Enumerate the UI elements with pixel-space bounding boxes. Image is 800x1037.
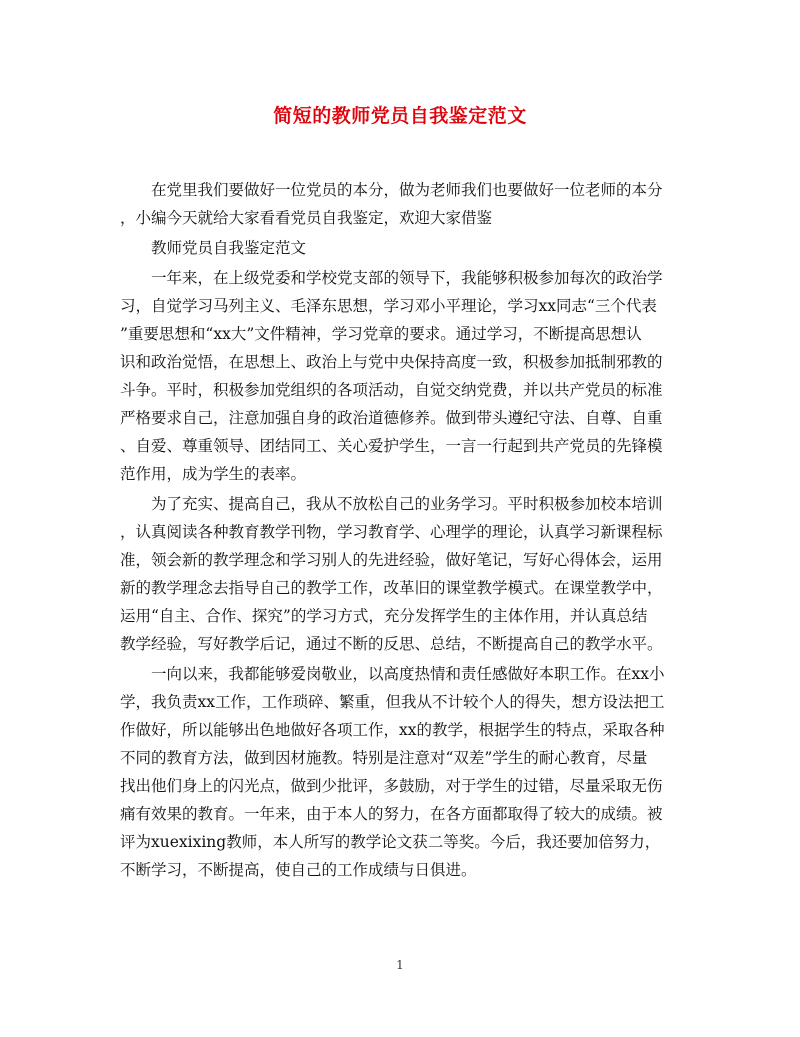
document-title: 简短的教师党员自我鉴定范文 bbox=[273, 105, 527, 127]
paragraph bbox=[120, 490, 680, 658]
text-line: 作做好，所以能够出色地做好各项工作，xx的教学，根据学生的特点，采取各种 bbox=[120, 721, 665, 739]
text-line: 不同的教育方法，做到因材施教。特别是注意对“双差”学生的耐心教育，尽量 bbox=[120, 749, 648, 767]
text-line: 教师党员自我鉴定范文 bbox=[151, 239, 307, 257]
text-line: 痛有效果的教育。一年来，由于本人的努力，在各方面都取得了较大的成绩。被 bbox=[120, 805, 663, 823]
paragraph bbox=[120, 264, 680, 488]
paragraph bbox=[120, 660, 680, 884]
text-line: 一年来，在上级党委和学校党支部的领导下，我能够积极参加每次的政治学 bbox=[151, 269, 663, 287]
text-line: 识和政治觉悟，在思想上、政治上与党中央保持高度一致，积极参加抵制邪教的 bbox=[120, 353, 663, 371]
text-line: 教学经验，写好教学后记，通过不断的反思、总结，不断提高自己的教学水平。 bbox=[120, 635, 663, 653]
text-line: 找出他们身上的闪光点，做到少批评，多鼓励，对于学生的过错，尽量采取无伤 bbox=[120, 777, 663, 795]
text-line: 运用“自主、合作、探究”的学习方式，充分发挥学生的主体作用，并认真总结 bbox=[120, 607, 648, 625]
text-line: 斗争。平时，积极参加党组织的各项活动，自觉交纳党费，并以共产党员的标准 bbox=[120, 381, 663, 399]
text-line: 新的教学理念去指导自己的教学工作，改革旧的课堂教学模式。在课堂教学中， bbox=[120, 579, 663, 597]
page-number: 1 bbox=[396, 958, 404, 972]
text-line: 学，我负责xx工作，工作琐碎、繁重，但我从不计较个人的得失，想方设法把工 bbox=[120, 693, 665, 711]
text-line: ，认真阅读各种教育教学刊物，学习教育学、心理学的理论，认真学习新课程标 bbox=[120, 523, 663, 541]
text-line: 习，自觉学习马列主义、毛泽东思想，学习邓小平理论，学习xx同志“三个代表 bbox=[120, 297, 657, 315]
text-line: ”重要思想和“xx大”文件精神，学习党章的要求。通过学习，不断提高思想认 bbox=[120, 325, 642, 343]
text-line: 、自爱、尊重领导、团结同工、关心爱护学生，一言一行起到共产党员的先锋模 bbox=[120, 437, 663, 455]
text-line: 准，领会新的教学理念和学习别人的先进经验，做好笔记，写好心得体会，运用 bbox=[120, 551, 663, 569]
text-line: 为了充实、提高自己，我从不放松自己的业务学习。平时积极参加校本培训 bbox=[151, 495, 663, 513]
text-line: 不断学习，不断提高，使自己的工作成绩与日俱进。 bbox=[120, 861, 477, 879]
text-line: 一向以来，我都能够爱岗敬业，以高度热情和责任感做好本职工作。在xx小 bbox=[151, 665, 665, 683]
text-line: 严格要求自己，注意加强自身的政治道德修养。做到带头遵纪守法、自尊、自重 bbox=[120, 409, 663, 427]
paragraph bbox=[120, 176, 680, 232]
text-line: 评为xuexixing教师，本人所写的教学论文获二等奖。今后，我还要加倍努力， bbox=[120, 833, 661, 851]
paragraph bbox=[120, 234, 680, 262]
text-line: 在党里我们要做好一位党员的本分，做为老师我们也要做好一位老师的本分 bbox=[151, 181, 663, 199]
text-line: ，小编今天就给大家看看党员自我鉴定，欢迎大家借鉴 bbox=[120, 209, 493, 227]
text-line: 范作用，成为学生的表率。 bbox=[120, 465, 307, 483]
document-body bbox=[120, 176, 680, 886]
